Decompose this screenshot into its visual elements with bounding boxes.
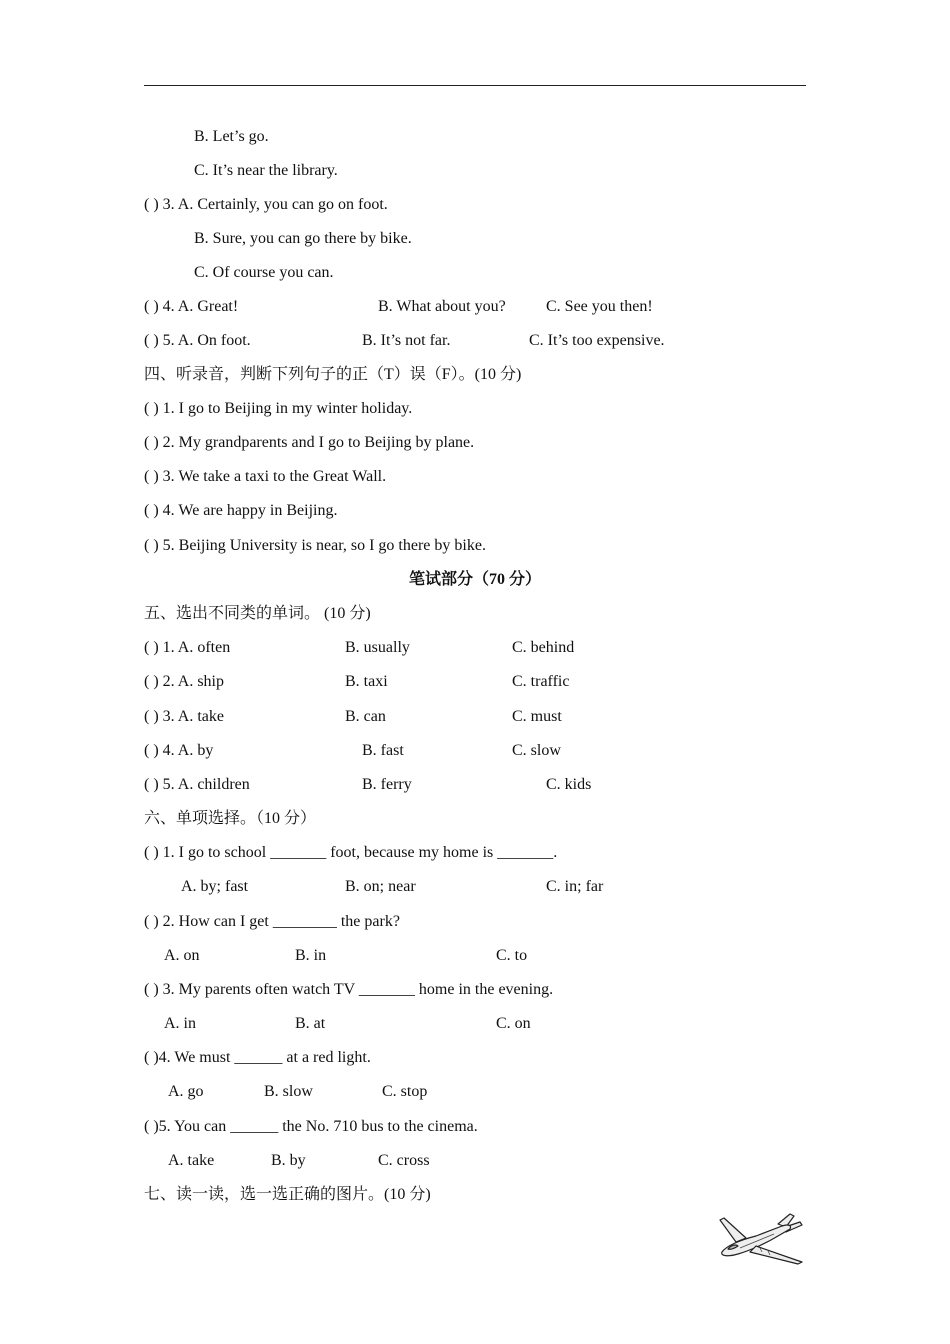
option-q4-c: C. See you then! [546, 298, 653, 315]
option-q4-b: B. What about you? [378, 298, 506, 315]
odd-one-5-c: C. kids [546, 776, 592, 793]
mc-q5-option-c: C. cross [378, 1152, 430, 1169]
option-q3-b: B. Sure, you can go there by bike. [194, 230, 412, 247]
section-seven-heading: 七、读一读，选一选正确的图片。(10 分) [144, 1186, 431, 1203]
tf-item-3: ( ) 3. We take a taxi to the Great Wall. [144, 468, 387, 485]
odd-one-4-a: ( ) 4. A. by [144, 742, 214, 759]
odd-one-2-c: C. traffic [512, 673, 570, 690]
header-rule [144, 85, 806, 86]
mc-q2-option-c: C. to [496, 947, 528, 964]
mc-q4-option-c: C. stop [382, 1083, 428, 1100]
odd-one-2-a: ( ) 2. A. ship [144, 673, 224, 690]
odd-one-5-a: ( ) 5. A. children [144, 776, 250, 793]
written-part-title: 笔试部分（70 分） [408, 571, 541, 588]
question-4-option-a: ( ) 4. A. Great! [144, 298, 239, 315]
section-four-heading: 四、听录音，判断下列句子的正（T）误（F）。(10 分) [144, 366, 522, 383]
odd-one-5-b: B. ferry [362, 776, 412, 793]
mc-q2-option-a: A. on [164, 947, 200, 964]
question-3-option-a: ( ) 3. A. Certainly, you can go on foot. [144, 196, 388, 213]
option-q5-b: B. It’s not far. [362, 332, 451, 349]
tf-item-1: ( ) 1. I go to Beijing in my winter holiday. [144, 400, 413, 417]
mc-question-5: ( )5. You can ______ the No. 710 bus to the cinema. [144, 1118, 478, 1135]
odd-one-4-c: C. slow [512, 742, 561, 759]
mc-q3-option-a: A. in [164, 1015, 196, 1032]
tf-item-4: ( ) 4. We are happy in Beijing. [144, 502, 338, 519]
option-q2-b: B. Let’s go. [194, 128, 269, 145]
mc-question-3: ( ) 3. My parents often watch TV _______ home in the evening. [144, 981, 554, 998]
mc-q1-option-b: B. on; near [345, 878, 416, 895]
option-q3-c: C. Of course you can. [194, 264, 334, 281]
tf-item-2: ( ) 2. My grandparents and I go to Beijing by plane. [144, 434, 475, 451]
mc-q1-option-c: C. in; far [546, 878, 604, 895]
mc-q5-option-b: B. by [271, 1152, 306, 1169]
odd-one-1-c: C. behind [512, 639, 575, 656]
mc-q3-option-b: B. at [295, 1015, 326, 1032]
odd-one-3-b: B. can [345, 708, 386, 725]
section-six-heading: 六、单项选择。（10 分） [144, 810, 317, 827]
odd-one-4-b: B. fast [362, 742, 404, 759]
option-q5-c: C. It’s too expensive. [529, 332, 665, 349]
airplane-icon [716, 1208, 806, 1268]
odd-one-1-a: ( ) 1. A. often [144, 639, 231, 656]
mc-q2-option-b: B. in [295, 947, 327, 964]
mc-q1-option-a: A. by; fast [181, 878, 249, 895]
tf-item-5: ( ) 5. Beijing University is near, so I go there by bike. [144, 537, 486, 554]
mc-q4-option-b: B. slow [264, 1083, 313, 1100]
odd-one-1-b: B. usually [345, 639, 410, 656]
mc-q5-option-a: A. take [168, 1152, 215, 1169]
section-five-heading: 五、选出不同类的单词。 (10 分) [144, 605, 371, 622]
option-q2-c: C. It’s near the library. [194, 162, 338, 179]
mc-question-2: ( ) 2. How can I get ________ the park? [144, 913, 400, 930]
odd-one-2-b: B. taxi [345, 673, 388, 690]
question-5-option-a: ( ) 5. A. On foot. [144, 332, 251, 349]
mc-q3-option-c: C. on [496, 1015, 531, 1032]
mc-question-1: ( ) 1. I go to school _______ foot, because my home is _______. [144, 844, 558, 861]
odd-one-3-c: C. must [512, 708, 562, 725]
mc-q4-option-a: A. go [168, 1083, 204, 1100]
odd-one-3-a: ( ) 3. A. take [144, 708, 224, 725]
mc-question-4: ( )4. We must ______ at a red light. [144, 1049, 371, 1066]
